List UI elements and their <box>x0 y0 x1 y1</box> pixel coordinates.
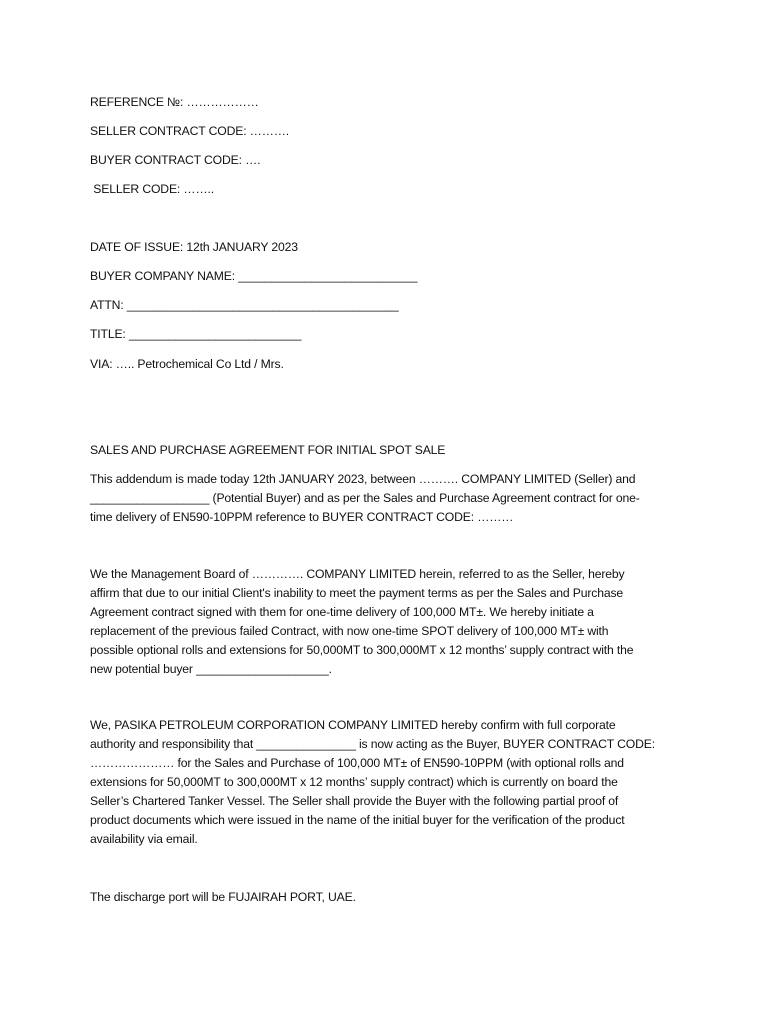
paragraph-line: __________________ (Potential Buyer) and as per the Sales and Purchase Agreement contract for one- <box>90 491 640 505</box>
via-line: VIA: ….. Petrochemical Co Ltd / Mrs. <box>90 357 284 371</box>
buyer-contract-code: BUYER CONTRACT CODE: …. <box>90 153 261 167</box>
buyer-company-name: BUYER COMPANY NAME: ___________________________ <box>90 269 418 283</box>
title-line: TITLE: __________________________ <box>90 327 302 341</box>
paragraph-line: We the Management Board of …………. COMPANY LIMITED herein, referred to as the Seller, hereby <box>90 567 625 581</box>
confirmation-paragraph <box>90 716 690 849</box>
paragraph-line: Seller’s Chartered Tanker Vessel. The Seller shall provide the Buyer with the following partial proof of <box>90 794 619 808</box>
paragraph-line: new potential buyer ____________________. <box>90 662 332 676</box>
paragraph-line: This addendum is made today 12th JANUARY 2023, between ………. COMPANY LIMITED (Seller) and <box>90 472 636 486</box>
attn-line: ATTN: _________________________________________ <box>90 298 399 312</box>
paragraph-line: affirm that due to our initial Client's inability to meet the payment terms as per the Sales and Purchase <box>90 586 624 600</box>
reference-number: REFERENCE №: ……………… <box>90 95 259 109</box>
paragraph-line: time delivery of EN590-10PPM reference to BUYER CONTRACT CODE: ……… <box>90 510 514 524</box>
seller-contract-code: SELLER CONTRACT CODE: ………. <box>90 124 290 138</box>
paragraph-line: We, PASIKA PETROLEUM CORPORATION COMPANY LIMITED hereby confirm with full corporate <box>90 718 616 732</box>
paragraph-line: Agreement contract signed with them for one-time delivery of 100,000 MT±. We hereby initiate a <box>90 605 594 619</box>
paragraph-line: ………………… for the Sales and Purchase of 100,000 MT± of EN590-10PPM (with optional rolls and <box>90 756 624 770</box>
paragraph-line: availability via email. <box>90 832 198 846</box>
management-board-paragraph <box>90 565 690 679</box>
paragraph-line: product documents which were issued in the name of the initial buyer for the verification of the product <box>90 813 625 827</box>
paragraph-line: extensions for 50,000MT to 300,000MT x 12 months’ supply contract) which is currently on board the <box>90 775 618 789</box>
agreement-heading: SALES AND PURCHASE AGREEMENT FOR INITIAL SPOT SALE <box>90 443 446 457</box>
discharge-port: The discharge port will be FUJAIRAH PORT, UAE. <box>90 890 356 904</box>
paragraph-line: authority and responsibility that _______________ is now acting as the Buyer, BUYER CONTRACT CODE: <box>90 737 655 751</box>
seller-code: SELLER CODE: …….. <box>90 182 214 196</box>
paragraph-line: replacement of the previous failed Contract, with now one-time SPOT delivery of 100,000 MT± with <box>90 624 609 638</box>
paragraph-line: possible optional rolls and extensions for 50,000MT to 300,000MT x 12 months’ supply contract with the <box>90 643 634 657</box>
addendum-paragraph <box>90 470 690 527</box>
date-of-issue: DATE OF ISSUE: 12th JANUARY 2023 <box>90 240 298 254</box>
